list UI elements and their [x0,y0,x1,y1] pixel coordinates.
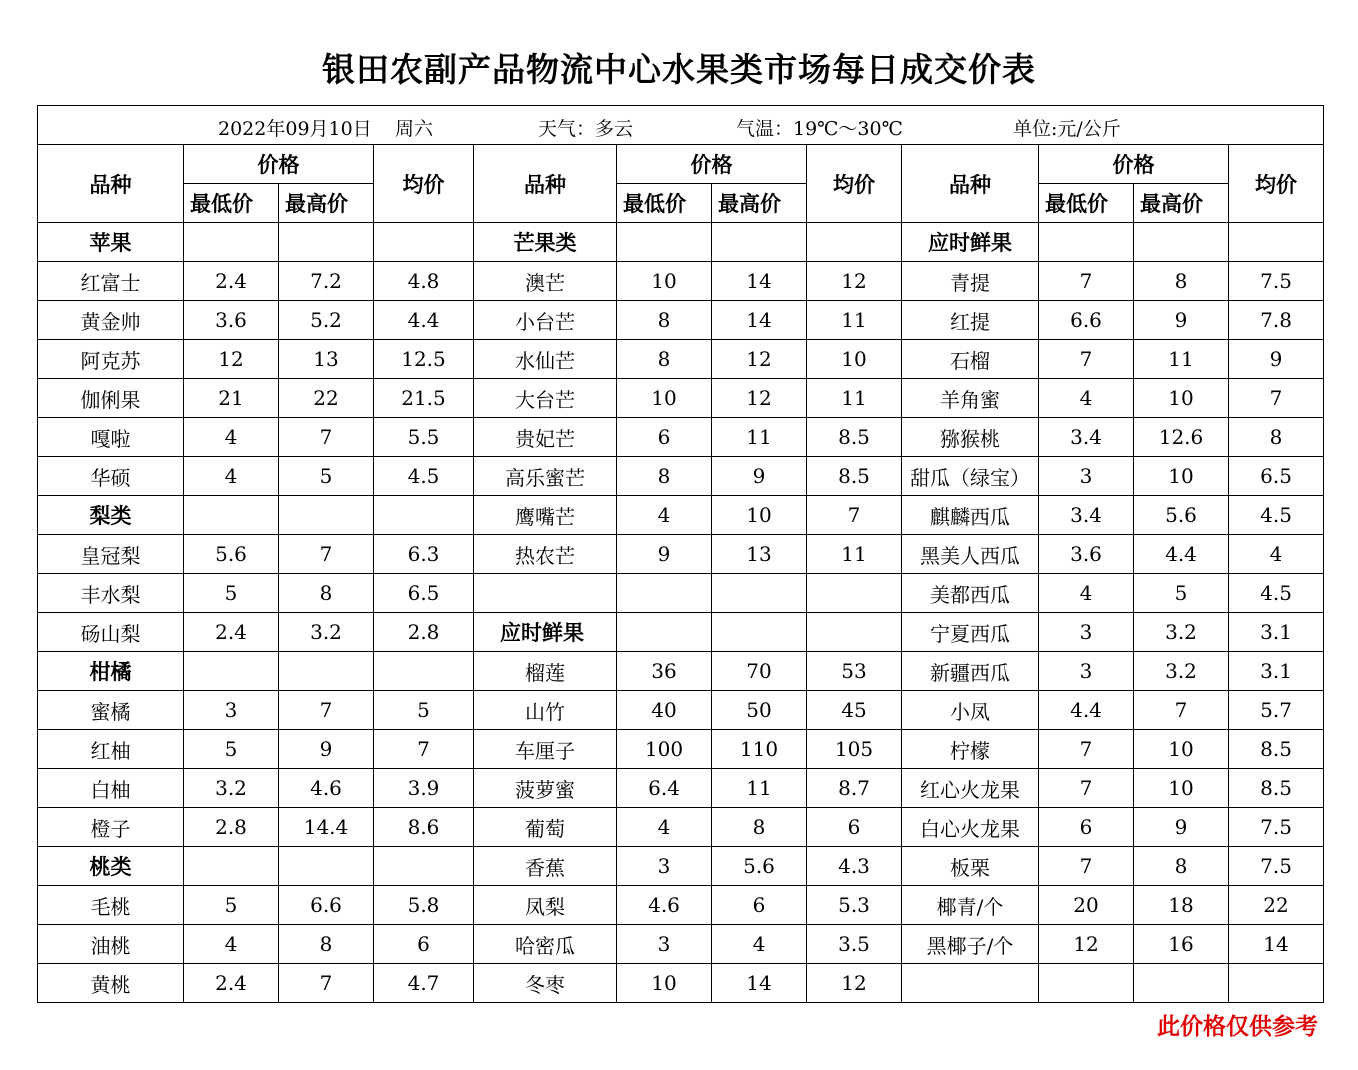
min-price-cell: 20 [1039,886,1134,925]
variety-cell [902,964,1039,1003]
max-price-cell: 8 [1134,847,1229,886]
variety-cell: 白心火龙果 [902,808,1039,847]
table-row [38,691,1324,730]
table-row [38,379,1324,418]
max-price-cell: 7 [279,964,374,1003]
max-price-cell: 14 [712,262,807,301]
max-price-cell: 10 [1134,769,1229,808]
table-row [38,496,1324,535]
max-price-cell [279,652,374,691]
variety-cell: 小凤 [902,691,1039,730]
avg-price-cell: 5.8 [374,886,474,925]
max-price-cell: 4.6 [279,769,374,808]
min-price-cell [1039,223,1134,262]
variety-cell: 华硕 [38,457,184,496]
variety-cell: 鹰嘴芒 [474,496,617,535]
min-price-cell: 4 [184,457,279,496]
max-price-cell: 8 [279,574,374,613]
avg-price-cell: 3.1 [1229,613,1324,652]
min-price-cell: 9 [617,535,712,574]
max-price-cell: 9 [712,457,807,496]
avg-price-cell [807,223,902,262]
variety-cell: 冬枣 [474,964,617,1003]
min-price-cell: 4 [1039,379,1134,418]
variety-cell: 猕猴桃 [902,418,1039,457]
variety-cell: 热农芒 [474,535,617,574]
avg-price-cell: 4.8 [374,262,474,301]
min-price-cell: 2.4 [184,613,279,652]
min-price-cell: 21 [184,379,279,418]
max-price-cell [1134,964,1229,1003]
min-price-cell: 3.6 [184,301,279,340]
variety-cell: 黄桃 [38,964,184,1003]
max-price-cell: 8 [1134,262,1229,301]
avg-price-cell: 8 [1229,418,1324,457]
variety-cell: 橙子 [38,808,184,847]
max-price-cell: 50 [712,691,807,730]
max-price-cell: 7 [1134,691,1229,730]
avg-price-cell: 45 [807,691,902,730]
variety-cell: 红富士 [38,262,184,301]
header-price: 价格 [184,145,374,184]
category-cell: 芒果类 [474,223,617,262]
variety-cell: 小台芒 [474,301,617,340]
variety-cell: 水仙芒 [474,340,617,379]
min-price-cell: 3.2 [184,769,279,808]
avg-price-cell: 6.3 [374,535,474,574]
max-price-cell: 5.2 [279,301,374,340]
min-price-cell: 3 [184,691,279,730]
table-row [38,769,1324,808]
min-price-cell: 5 [184,730,279,769]
avg-price-cell: 8.5 [807,457,902,496]
min-price-cell: 4 [617,808,712,847]
min-price-cell: 5.6 [184,535,279,574]
min-price-cell: 4 [1039,574,1134,613]
avg-price-cell: 4.4 [374,301,474,340]
min-price-cell: 8 [617,301,712,340]
min-price-cell [184,652,279,691]
max-price-cell [712,223,807,262]
max-price-cell: 16 [1134,925,1229,964]
avg-price-cell [374,223,474,262]
header-avg: 均价 [1229,145,1324,223]
variety-cell: 嘎啦 [38,418,184,457]
table-row [38,223,1324,262]
table-row [38,457,1324,496]
min-price-cell: 2.8 [184,808,279,847]
min-price-cell [617,574,712,613]
variety-cell: 红提 [902,301,1039,340]
avg-price-cell: 14 [1229,925,1324,964]
avg-price-cell: 6.5 [1229,457,1324,496]
max-price-cell: 3.2 [279,613,374,652]
variety-cell: 丰水梨 [38,574,184,613]
min-price-cell: 4 [184,925,279,964]
weekday-text: 周六 [395,118,434,140]
max-price-cell: 12 [712,379,807,418]
header-avg: 均价 [807,145,902,223]
table-row [38,964,1324,1003]
max-price-cell: 14 [712,964,807,1003]
variety-cell: 青提 [902,262,1039,301]
date-text: 2022年09月10日 [218,118,372,140]
avg-price-cell: 11 [807,535,902,574]
avg-price-cell [1229,964,1324,1003]
avg-price-cell: 5.3 [807,886,902,925]
variety-cell: 椰青/个 [902,886,1039,925]
variety-cell: 白柚 [38,769,184,808]
max-price-cell [279,496,374,535]
table-row [38,847,1324,886]
max-price-cell [1134,223,1229,262]
avg-price-cell: 7 [1229,379,1324,418]
avg-price-cell [1229,223,1324,262]
variety-cell: 贵妃芒 [474,418,617,457]
category-cell: 苹果 [38,223,184,262]
variety-cell: 蜜橘 [38,691,184,730]
category-cell: 梨类 [38,496,184,535]
variety-cell: 美都西瓜 [902,574,1039,613]
min-price-cell: 5 [184,886,279,925]
weather-text: 天气：多云 [538,118,634,140]
avg-price-cell: 7.8 [1229,301,1324,340]
variety-cell: 山竹 [474,691,617,730]
avg-price-cell: 5.7 [1229,691,1324,730]
variety-cell: 皇冠梨 [38,535,184,574]
variety-cell: 板栗 [902,847,1039,886]
variety-cell: 伽俐果 [38,379,184,418]
min-price-cell: 4 [617,496,712,535]
variety-cell: 红心火龙果 [902,769,1039,808]
variety-cell: 柠檬 [902,730,1039,769]
avg-price-cell: 8.5 [1229,769,1324,808]
max-price-cell: 14 [712,301,807,340]
avg-price-cell [807,613,902,652]
variety-cell: 宁夏西瓜 [902,613,1039,652]
avg-price-cell: 8.7 [807,769,902,808]
avg-price-cell: 9 [1229,340,1324,379]
max-price-cell: 70 [712,652,807,691]
table-row [38,652,1324,691]
table-row [38,808,1324,847]
table-row [38,301,1324,340]
avg-price-cell: 4.5 [374,457,474,496]
max-price-cell: 22 [279,379,374,418]
max-price-cell: 11 [712,769,807,808]
min-price-cell: 3 [617,925,712,964]
avg-price-cell [374,847,474,886]
max-price-cell: 9 [1134,301,1229,340]
avg-price-cell: 2.8 [374,613,474,652]
table-row [38,574,1324,613]
min-price-cell: 6.4 [617,769,712,808]
max-price-cell [279,847,374,886]
min-price-cell: 4 [184,418,279,457]
avg-price-cell: 12 [807,262,902,301]
header-variety: 品种 [474,145,617,223]
reference-note: 此价格仅供参考 [1157,1013,1318,1040]
min-price-cell [1039,964,1134,1003]
table-row [38,886,1324,925]
min-price-cell: 10 [617,262,712,301]
min-price-cell: 7 [1039,340,1134,379]
category-cell: 柑橘 [38,652,184,691]
header-min: 最低价 [1039,184,1134,223]
header-price: 价格 [617,145,807,184]
variety-cell: 麒麟西瓜 [902,496,1039,535]
avg-price-cell: 7.5 [1229,808,1324,847]
min-price-cell: 8 [617,457,712,496]
max-price-cell: 5.6 [1134,496,1229,535]
min-price-cell: 10 [617,964,712,1003]
avg-price-cell: 21.5 [374,379,474,418]
table-row [38,730,1324,769]
category-cell: 应时鲜果 [474,613,617,652]
min-price-cell: 12 [184,340,279,379]
variety-cell: 阿克苏 [38,340,184,379]
avg-price-cell: 8.6 [374,808,474,847]
avg-price-cell: 6.5 [374,574,474,613]
min-price-cell: 7 [1039,730,1134,769]
max-price-cell: 10 [1134,730,1229,769]
avg-price-cell: 4.3 [807,847,902,886]
min-price-cell: 3 [617,847,712,886]
table-row [38,613,1324,652]
min-price-cell [617,613,712,652]
min-price-cell [184,847,279,886]
header-max: 最高价 [1134,184,1229,223]
variety-cell: 车厘子 [474,730,617,769]
max-price-cell: 10 [712,496,807,535]
max-price-cell: 8 [279,925,374,964]
max-price-cell: 13 [279,340,374,379]
avg-price-cell: 12.5 [374,340,474,379]
avg-price-cell: 22 [1229,886,1324,925]
min-price-cell: 3.4 [1039,496,1134,535]
avg-price-cell [807,574,902,613]
variety-cell: 香蕉 [474,847,617,886]
min-price-cell: 3 [1039,457,1134,496]
max-price-cell: 7 [279,691,374,730]
max-price-cell: 14.4 [279,808,374,847]
min-price-cell: 3 [1039,613,1134,652]
variety-cell: 毛桃 [38,886,184,925]
min-price-cell: 7 [1039,262,1134,301]
variety-cell: 油桃 [38,925,184,964]
max-price-cell: 9 [1134,808,1229,847]
min-price-cell: 3 [1039,652,1134,691]
max-price-cell: 10 [1134,457,1229,496]
variety-cell: 黑美人西瓜 [902,535,1039,574]
avg-price-cell: 105 [807,730,902,769]
min-price-cell: 5 [184,574,279,613]
header-row-2 [38,184,1324,223]
min-price-cell: 4.6 [617,886,712,925]
min-price-cell: 6.6 [1039,301,1134,340]
min-price-cell: 3.4 [1039,418,1134,457]
max-price-cell: 5 [279,457,374,496]
max-price-cell: 11 [1134,340,1229,379]
max-price-cell: 3.2 [1134,613,1229,652]
avg-price-cell: 10 [807,340,902,379]
max-price-cell: 13 [712,535,807,574]
variety-cell: 葡萄 [474,808,617,847]
avg-price-cell: 7 [374,730,474,769]
temperature-text: 气温：19℃～30℃ [736,118,903,140]
avg-price-cell: 12 [807,964,902,1003]
avg-price-cell: 3.9 [374,769,474,808]
variety-cell: 石榴 [902,340,1039,379]
variety-cell: 砀山梨 [38,613,184,652]
max-price-cell: 6 [712,886,807,925]
min-price-cell: 10 [617,379,712,418]
max-price-cell: 7 [279,418,374,457]
table-row [38,340,1324,379]
avg-price-cell [374,496,474,535]
max-price-cell [712,574,807,613]
avg-price-cell [374,652,474,691]
avg-price-cell: 7.5 [1229,847,1324,886]
variety-cell: 甜瓜（绿宝） [902,457,1039,496]
avg-price-cell: 8.5 [807,418,902,457]
min-price-cell: 6 [1039,808,1134,847]
category-cell: 桃类 [38,847,184,886]
avg-price-cell: 53 [807,652,902,691]
variety-cell: 新疆西瓜 [902,652,1039,691]
avg-price-cell: 6 [374,925,474,964]
avg-price-cell: 4.7 [374,964,474,1003]
min-price-cell: 3.6 [1039,535,1134,574]
avg-price-cell: 11 [807,301,902,340]
avg-price-cell: 6 [807,808,902,847]
variety-cell: 哈密瓜 [474,925,617,964]
price-table [37,105,1324,1003]
min-price-cell [617,223,712,262]
min-price-cell: 12 [1039,925,1134,964]
avg-price-cell: 5 [374,691,474,730]
min-price-cell: 36 [617,652,712,691]
avg-price-cell: 3.5 [807,925,902,964]
min-price-cell: 6 [617,418,712,457]
max-price-cell: 110 [712,730,807,769]
max-price-cell: 10 [1134,379,1229,418]
unit-text: 单位:元/公斤 [1013,118,1121,140]
max-price-cell [279,223,374,262]
variety-cell [474,574,617,613]
variety-cell: 大台芒 [474,379,617,418]
variety-cell: 菠萝蜜 [474,769,617,808]
header-variety: 品种 [38,145,184,223]
table-row [38,925,1324,964]
min-price-cell: 100 [617,730,712,769]
min-price-cell: 2.4 [184,262,279,301]
avg-price-cell: 4.5 [1229,574,1324,613]
variety-cell: 羊角蜜 [902,379,1039,418]
avg-price-cell: 8.5 [1229,730,1324,769]
variety-cell: 榴莲 [474,652,617,691]
avg-price-cell: 7 [807,496,902,535]
max-price-cell: 6.6 [279,886,374,925]
info-row [38,106,1324,145]
avg-price-cell: 3.1 [1229,652,1324,691]
min-price-cell: 7 [1039,847,1134,886]
avg-price-cell: 5.5 [374,418,474,457]
max-price-cell [712,613,807,652]
table-row [38,262,1324,301]
variety-cell: 红柚 [38,730,184,769]
min-price-cell: 7 [1039,769,1134,808]
min-price-cell: 8 [617,340,712,379]
max-price-cell: 4.4 [1134,535,1229,574]
header-max: 最高价 [279,184,374,223]
avg-price-cell: 7.5 [1229,262,1324,301]
min-price-cell [184,496,279,535]
avg-price-cell: 4.5 [1229,496,1324,535]
page-title: 银田农副产品物流中心水果类市场每日成交价表 [322,50,1036,89]
max-price-cell: 5 [1134,574,1229,613]
max-price-cell: 12.6 [1134,418,1229,457]
max-price-cell: 7.2 [279,262,374,301]
max-price-cell: 3.2 [1134,652,1229,691]
avg-price-cell: 11 [807,379,902,418]
variety-cell: 黑椰子/个 [902,925,1039,964]
header-variety: 品种 [902,145,1039,223]
category-cell: 应时鲜果 [902,223,1039,262]
table-row [38,535,1324,574]
min-price-cell: 4.4 [1039,691,1134,730]
max-price-cell: 9 [279,730,374,769]
table-row [38,418,1324,457]
header-min: 最低价 [617,184,712,223]
variety-cell: 凤梨 [474,886,617,925]
max-price-cell: 5.6 [712,847,807,886]
header-row-1 [38,145,1324,184]
min-price-cell [184,223,279,262]
max-price-cell: 11 [712,418,807,457]
max-price-cell: 8 [712,808,807,847]
header-max: 最高价 [712,184,807,223]
max-price-cell: 18 [1134,886,1229,925]
avg-price-cell: 4 [1229,535,1324,574]
max-price-cell: 7 [279,535,374,574]
min-price-cell: 2.4 [184,964,279,1003]
variety-cell: 澳芒 [474,262,617,301]
min-price-cell: 40 [617,691,712,730]
header-avg: 均价 [374,145,474,223]
header-min: 最低价 [184,184,279,223]
variety-cell: 黄金帅 [38,301,184,340]
max-price-cell: 4 [712,925,807,964]
max-price-cell: 12 [712,340,807,379]
variety-cell: 高乐蜜芒 [474,457,617,496]
header-price: 价格 [1039,145,1229,184]
